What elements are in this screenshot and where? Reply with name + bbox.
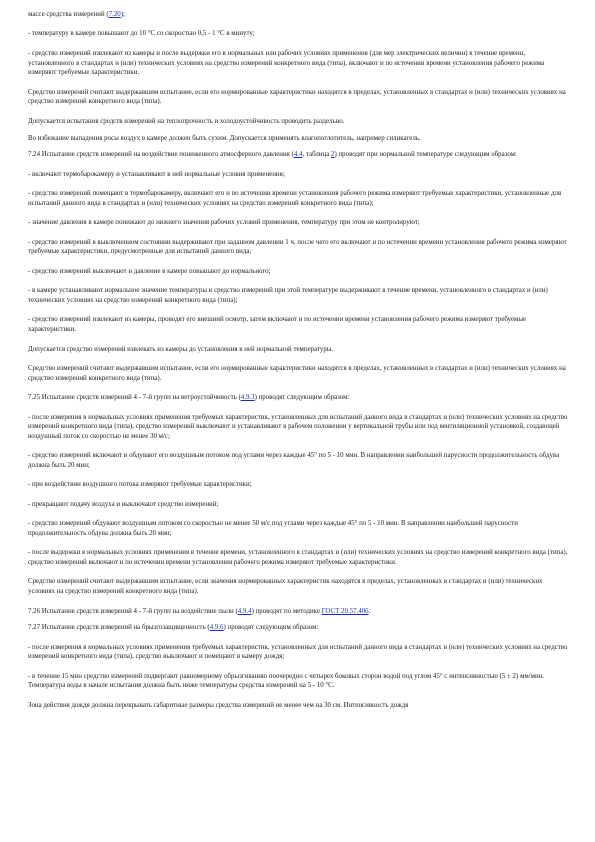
paragraph (28, 701, 568, 711)
paragraph-text: - средство измерений извлекают из камеры, проводят его внешний осмотр, затем включают и по истечении времени установления рабочего режима измеряют требуемые характеристики. (28, 316, 527, 334)
paragraph (28, 189, 568, 208)
paragraph-text: Во избежание выпадения росы воздух в камере должен быть сухим. Допускается применять влагопоглотитель, например силикагель. (28, 134, 421, 142)
paragraph-text: . (368, 607, 371, 615)
paragraph-text: массе средства измерений ( (28, 11, 109, 18)
reference-link[interactable]: 4.9.6 (209, 624, 224, 632)
paragraph (28, 623, 568, 633)
paragraph (28, 150, 568, 160)
paragraph (28, 577, 568, 596)
paragraph (28, 88, 568, 107)
paragraph (28, 364, 568, 383)
paragraph (28, 10, 568, 20)
paragraph-text: - средство измерений извлекают из камеры и после выдержки его в нормальных или рабочих условиях применения (для мер электрических величин) в течение времени, установленного в стандартах и (или) технических условиях на средство измерений конкретного вида (типа), включают и по истечении времени установления рабочего режима измеряют требуемые характеристики. (28, 49, 545, 77)
paragraph (28, 49, 568, 78)
paragraph-text: Средство измерений считают выдержавшим испытание, если значения нормированных характеристик находятся в пределах, установленных в стандартах и (или) технических условиях на средство измерений конкретного вида (типа). (28, 578, 543, 596)
document-page (28, 10, 568, 720)
paragraph-text: - средство измерений включают и обдувают его воздушным потоком под углами через каждые 45° по 5 - 10 мин. В направлении наибольшей парусности продолжительность обдува должна быть 20 мин; (28, 452, 560, 469)
reference-link[interactable]: 4.9.4 (237, 607, 252, 615)
paragraph-text: - в течение 15 мин средство измерений подвергают равномерному обрызгиванию поочередно с четырех боковых сторон водой под углом 45° с интенсивностью (5 ± 2) мм/мин. Температура воды в начале испытания должна быть ниже температуры средства измерений на 5 - 10 °С. (28, 672, 545, 690)
paragraph (28, 315, 568, 334)
paragraph-text: ) проводят при нормальной температуре следующим образом: (334, 151, 517, 159)
paragraph-text: Средство измерений считают выдержавшим испытание, если его нормированные характеристики находятся в пределах, установленных в стандартах и (или) технических условиях на средство измерений конкретного вида (типа). (28, 365, 566, 382)
paragraph (28, 286, 568, 305)
paragraph-text: - значение давления в камере понижают до нижнего значения рабочих условий применения, температуру при этом не контролируют; (28, 219, 420, 227)
paragraph-text: ) проводят по методике (251, 607, 322, 615)
paragraph-text: - после выдержки в нормальных условиях применения в течение времени, установленного в стандартах и (или) технических условиях на средство измерений конкретного вида (типа), средство измерений включают и по истечении времени установления рабочего режима измеряют требуемые характеристики. (28, 549, 568, 566)
paragraph-text: ); (120, 11, 125, 18)
reference-link[interactable]: 7.20 (108, 11, 121, 18)
paragraph (28, 607, 568, 617)
paragraph (28, 117, 568, 127)
paragraph-text: - при воздействии воздушного потока измеряют требуемые характеристики; (28, 481, 252, 489)
paragraph-text: Допускается средство измерений извлекать из камеры до установления в ней нормальной температуры. (28, 345, 334, 353)
reference-link[interactable]: 2 (331, 151, 335, 159)
paragraph-text: Допускается испытания средств измерений на теплопрочность и холодоустойчивость проводить раздельно. (28, 117, 345, 125)
reference-link[interactable]: 4.4 (293, 151, 303, 159)
paragraph-text: - включают термобарокамеру и устанавливают в ней нормальные условия применения; (28, 170, 285, 178)
reference-link[interactable]: ГОСТ 20.57.406 (321, 607, 369, 615)
paragraph-text: ) проводят следующим образом: (254, 394, 350, 402)
paragraph-text: 7.24 Испытание средств измерений на воздействие пониженного атмосферного давления ( (28, 151, 294, 159)
paragraph-text: Зона действия дождя должна перекрывать габаритные размеры средства измерений не менее чем на 30 см. Интенсивность дождя (28, 701, 409, 709)
paragraph-text: - после измерения в нормальных условиях применения требуемых характеристик, установленных для испытаний данного вида в стандартах и (или) технических условиях на средство измерений конкретного вида (типа), средство выключают и помещают в камеру дождя; (28, 643, 568, 661)
paragraph-text: - средство измерений в выключенном состоянии выдерживают при заданном давлении 1 ч, после чего его включают и по истечении времени установления рабочего режима измеряют требуемые характеристики, предусмотренные для испытаний данного вида; (28, 238, 567, 256)
paragraph-text: Средство измерений считают выдержавшим испытание, если его нормированные характеристики находятся в пределах, установленных в стандартах и (или) технических условиях на средство измерений конкретного вида (типа). (28, 88, 566, 106)
paragraph-text: 7.26 Испытание средств измерений 4 - 7-й групп на воздействие пыли ( (28, 607, 238, 615)
paragraph (28, 267, 568, 277)
paragraph-text: , таблица (302, 151, 332, 159)
paragraph-text: 7.27 Испытание средств измерений на брызгозащищенность ( (28, 624, 210, 632)
paragraph-text: - средство измерений выключают и давление в камере повышают до нормального; (28, 267, 271, 275)
paragraph-text: - прекращают подачу воздуха и выключают средство измерений; (28, 500, 219, 508)
reference-link[interactable]: 4.9.3 (240, 394, 255, 402)
paragraph-text: ) проводят следующим образом: (223, 624, 319, 632)
paragraph (28, 345, 568, 355)
paragraph-text: - в камере устанавливают нормальное значение температуры и средство измерений при этой температуре выдерживают в течение времени, установленного в стандартах и (или) технических условиях на средство измерений конкретного вида (типа); (28, 287, 548, 304)
paragraph (28, 500, 568, 510)
paragraph (28, 480, 568, 490)
paragraph-text: - средство измерений обдувают воздушным потоком со скоростью не менее 50 м/с под углами через каждые 45° по 5 - 10 мин. В направлении наибольшей парусности продолжительность обдува должна быть 20 мин; (28, 520, 518, 537)
paragraph-text: - средство измерений помещают в термобарокамеру, включают его и по истечении времени установления рабочего режима измеряют требуемые характеристики, установленные для испытаний данного вида в стандартах и (или) технических условиях на средство измерений конкретного вида (типа); (28, 190, 562, 207)
paragraph (28, 548, 568, 567)
paragraph-text: - после измерения в нормальных условиях применения требуемых характеристик, установленных для испытаний данного вида в стандартах и (или) технических условиях на средство измерений конкретного вида (типа), средство измерений выключают и устанавливают в рабочем положении у вертикальной трубы или под вентиляционной установкой, создающей воздушный поток со скоростью не менее 30 м/с; (28, 413, 568, 440)
paragraph (28, 519, 568, 538)
paragraph (28, 413, 568, 442)
paragraph (28, 393, 568, 403)
paragraph (28, 238, 568, 257)
paragraph (28, 218, 568, 228)
paragraph (28, 672, 568, 691)
paragraph (28, 170, 568, 180)
paragraph-text: - температуру в камере повышают до 10 °С со скоростью 0,5 - 1 °С в минуту; (28, 30, 255, 38)
paragraph (28, 134, 568, 144)
paragraph (28, 451, 568, 470)
paragraph (28, 29, 568, 39)
paragraph-text: 7.25 Испытание средств измерений 4 - 7-й групп на ветроустойчивость ( (28, 394, 241, 402)
paragraph (28, 643, 568, 662)
